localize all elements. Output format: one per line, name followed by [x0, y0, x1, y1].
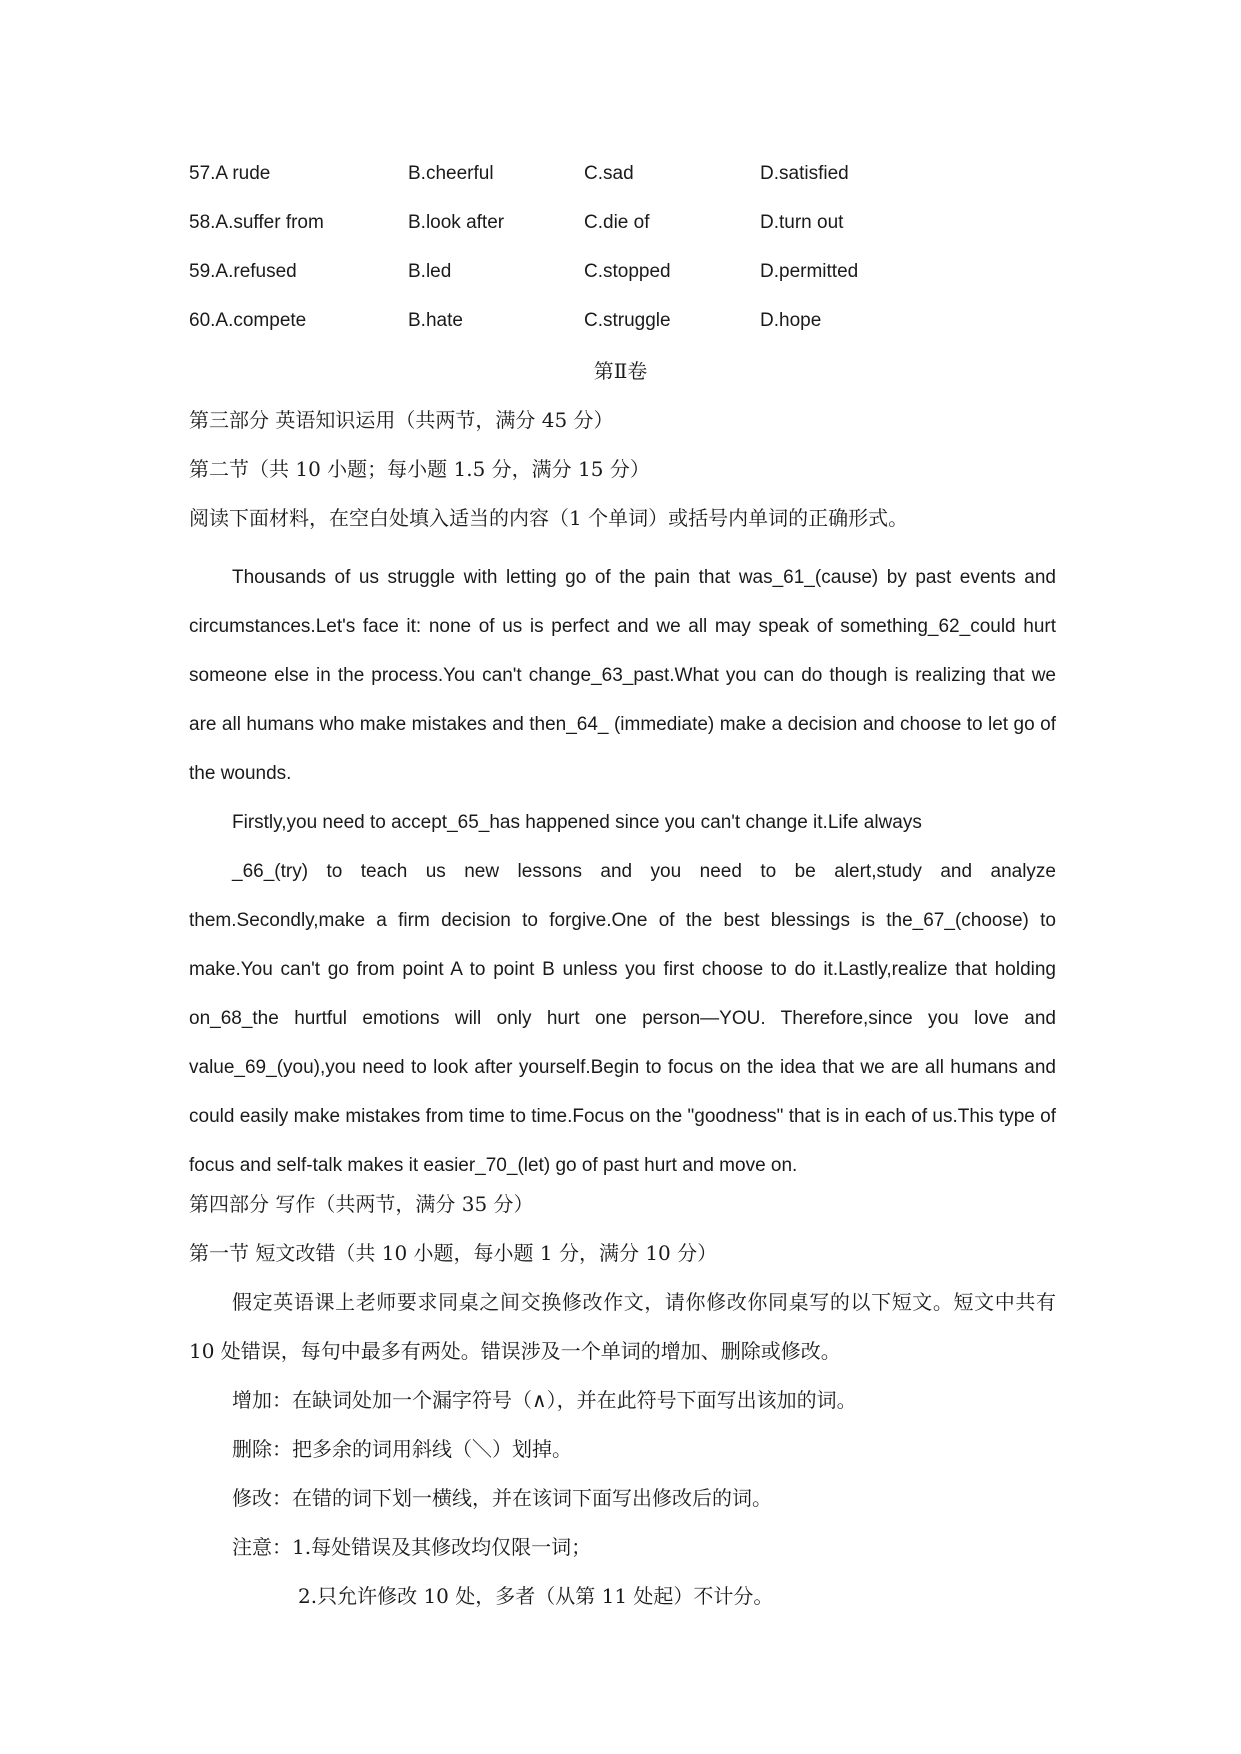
option-c: C.struggle	[584, 310, 671, 331]
option-b: B.hate	[408, 310, 463, 331]
option-a: 58.A.suffer from	[189, 212, 324, 233]
part3-instruction: 阅读下面材料，在空白处填入适当的内容（1 个单词）或括号内单词的正确形式。	[189, 506, 909, 530]
rule-add: 增加：在缺词处加一个漏字符号（∧），并在此符号下面写出该加的词。	[232, 1388, 857, 1412]
choice-row-60	[189, 307, 1089, 356]
option-c: C.die of	[584, 212, 650, 233]
option-a: 59.A.refused	[189, 261, 297, 282]
error-correction-instructions	[189, 1278, 1056, 1621]
option-d: D.turn out	[760, 212, 844, 233]
option-c: C.sad	[584, 163, 634, 184]
option-b: B.led	[408, 261, 452, 282]
option-c: C.stopped	[584, 261, 671, 282]
part4-section1-heading: 第一节 短文改错（共 10 小题，每小题 1 分，满分 10 分）	[189, 1241, 718, 1265]
note-1: 注意：1.每处错误及其修改均仅限一词；	[232, 1535, 592, 1559]
choice-table	[189, 160, 1089, 356]
option-a: 60.A.compete	[189, 310, 307, 331]
option-b: B.cheerful	[408, 163, 494, 184]
error-correction-intro: 假定英语课上老师要求同桌之间交换修改作文，请你修改你同桌写的以下短文。短文中共有 10 处错误，每句中最多有两处。错误涉及一个单词的增加、删除或修改。	[189, 1290, 1056, 1363]
rule-delete: 删除：把多余的词用斜线（＼）划掉。	[232, 1437, 572, 1461]
choice-row-59	[189, 258, 1089, 307]
passage-paragraph-3: _66_(try) to teach us new lessons and you need to be alert,study and analyze them.Secondly,make a firm decision to forgive.One of the best blessings is the_67_(choose) to make.You can't go from point A to point B unless you first choose to do it.Lastly,realize that holding on_68_the hurtful emotions will only hurt one person—YOU. Therefore,since you love and value_69_(you),you need to look after yourself.Begin to focus on the idea that we are all humans and could easily make mistakes from time to time.Focus on the "goodness" that is in each of us.This type of focus and self-talk makes it easier_70_(let) go of past hurt and move on.	[189, 861, 1056, 1176]
option-d: D.hope	[760, 310, 822, 331]
part4-heading: 第四部分 写作（共两节，满分 35 分）	[189, 1192, 534, 1216]
note-2: 2.只允许修改 10 处，多者（从第 11 处起）不计分。	[298, 1584, 774, 1608]
choice-row-57	[189, 160, 1089, 209]
cloze-passage	[189, 553, 1056, 1190]
option-a: 57.A rude	[189, 163, 271, 184]
volume-title: 第Ⅱ卷	[593, 359, 648, 383]
option-b: B.look after	[408, 212, 505, 233]
passage-paragraph-2: Firstly,you need to accept_65_has happened since you can't change it.Life always	[232, 812, 922, 833]
passage-paragraph-1: Thousands of us struggle with letting go of the pain that was_61_(cause) by past events and circumstances.Let's face it: none of us is perfect and we all may speak of something_62_could hurt someone else in the process.You can't change_63_past.What you can do though is realizing that we are all humans who make mistakes and then_64_ (immediate) make a decision and choose to let go of the wounds.	[189, 567, 1056, 784]
option-d: D.satisfied	[760, 163, 849, 184]
part3-heading: 第三部分 英语知识运用（共两节，满分 45 分）	[189, 408, 614, 432]
option-d: D.permitted	[760, 261, 859, 282]
rule-modify: 修改：在错的词下划一横线，并在该词下面写出修改后的词。	[232, 1486, 772, 1510]
part3-section2-heading: 第二节（共 10 小题；每小题 1.5 分，满分 15 分）	[189, 457, 650, 481]
choice-row-58	[189, 209, 1089, 258]
